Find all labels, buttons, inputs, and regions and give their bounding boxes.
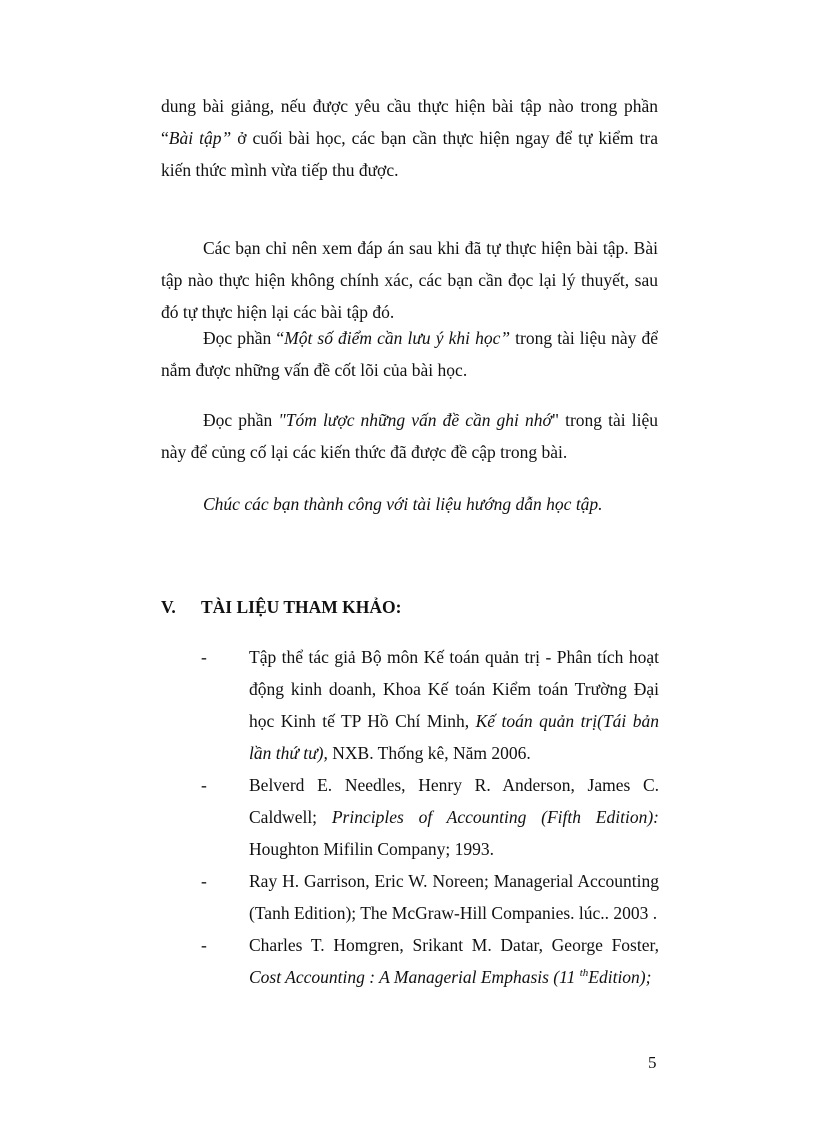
paragraph-notes [161, 322, 658, 386]
reference-item [201, 865, 659, 929]
reference-title: Kế toán quản trị(Tái bản lần thứ tư), [249, 711, 659, 763]
paragraph-text: ở cuối bài học, các bạn cần thực hiện ngay để tự kiểm tra kiến thức mình vừa tiếp thu được. [161, 128, 658, 180]
paragraph-italic-text: "Tóm lược những vấn đề cần ghi nhớ [278, 410, 552, 430]
reference-item [201, 641, 659, 769]
list-bullet: - [201, 871, 207, 891]
reference-superscript: th [579, 967, 589, 980]
reference-title: Cost Accounting : A Managerial Emphasis (11 [249, 967, 580, 987]
reference-text: Ray H. Garrison, Eric W. Noreen; Managerial Accounting (Tanh Edition); The McGraw-Hill Companies. lúc.. 2003 . [249, 871, 659, 923]
section-heading [161, 593, 401, 621]
paragraph-italic-text: Chúc các bạn thành công với tài liệu hướng dẫn học tập. [203, 494, 603, 514]
paragraph-text: Đọc phần [203, 410, 279, 430]
reference-publisher: Houghton Mifilin Company; 1993. [249, 839, 494, 859]
section-title: TÀI LIỆU THAM KHẢO: [201, 597, 402, 617]
reference-item [201, 929, 659, 993]
reference-authors: Charles T. Homgren, Srikant M. Datar, George Foster, [249, 935, 659, 955]
reference-title: Principles of Accounting (Fifth Edition): [331, 807, 659, 827]
paragraph-italic-text: Một số điểm cần lưu ý khi học” [284, 328, 511, 348]
paragraph-text: Đọc phần “ [203, 328, 285, 348]
list-bullet: - [201, 935, 207, 955]
reference-text [249, 641, 659, 769]
reference-text [249, 769, 659, 865]
section-number: V. [161, 597, 176, 617]
reference-item [201, 769, 659, 865]
paragraph-instructions [161, 90, 658, 186]
paragraph-text: dung bài giảng, nếu được yêu cầu thực hiện bài tập nào trong phần “ [161, 96, 658, 148]
reference-publisher: NXB. Thống kê, Năm 2006. [327, 743, 531, 763]
paragraph-summary [161, 404, 658, 468]
list-bullet: - [201, 647, 207, 667]
reference-authors: Tập thể tác giả Bộ môn Kế toán quản trị - Phân tích hoạt động kinh doanh, Khoa Kế toán Kiểm toán Trường Đại học Kinh tế TP Hồ Chí Minh, [249, 647, 659, 731]
reference-list [201, 641, 659, 993]
paragraph-italic-text: Bài tập” [168, 128, 232, 148]
paragraph-answers: Các bạn chỉ nên xem đáp án sau khi đã tự thực hiện bài tập. Bài tập nào thực hiện không chính xác, các bạn cần đọc lại lý thuyết, sau đó tự thực hiện lại các bài tập đó. [161, 238, 658, 322]
paragraph-text: trong tài liệu này để nắm được những vấn đề cốt lõi của bài học. [161, 328, 658, 380]
page-number: 5 [648, 1053, 657, 1072]
reference-authors: Belverd E. Needles, Henry R. Anderson, James C. Caldwell; [249, 775, 659, 827]
reference-text [249, 929, 659, 993]
list-bullet: - [201, 775, 207, 795]
reference-title-cont: Edition); [588, 967, 652, 987]
paragraph-text: " trong tài liệu này để củng cố lại các kiến thức đã được đề cập trong bài. [161, 410, 658, 462]
paragraph-closing [161, 488, 658, 520]
